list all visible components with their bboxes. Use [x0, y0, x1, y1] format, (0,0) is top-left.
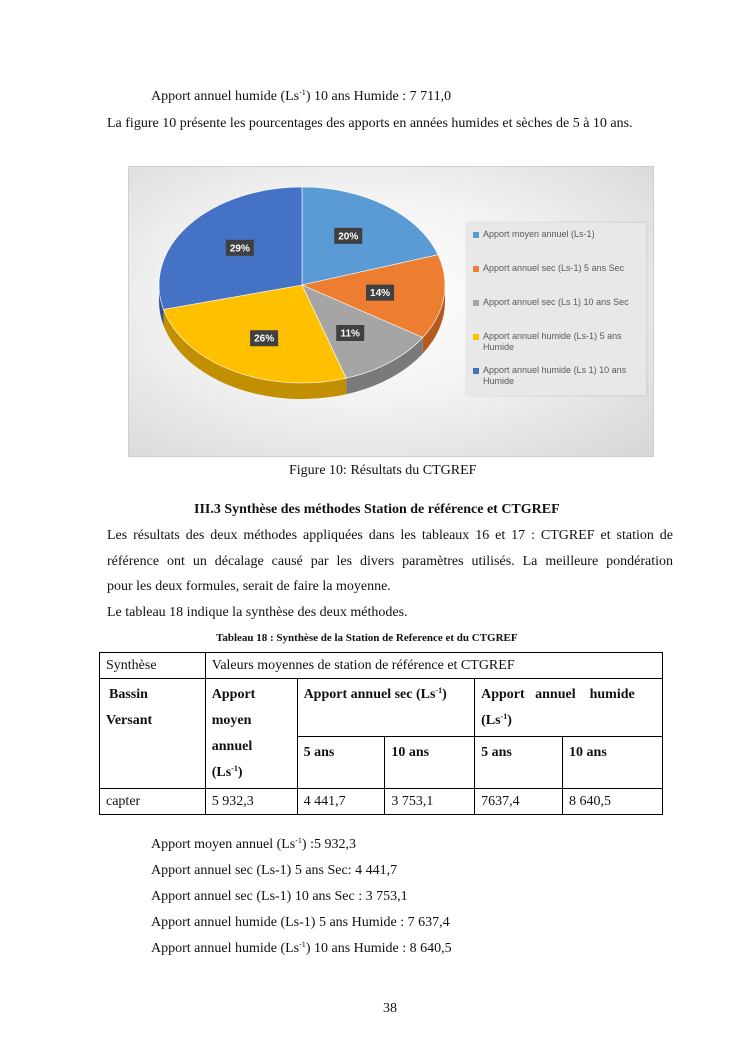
legend-label: Apport annuel sec (Ls-1) 5 ans Sec — [483, 263, 625, 273]
table-cell: 5 932,3 — [205, 789, 297, 815]
legend-label: Apport annuel humide (Ls-1) 5 ans Humide — [483, 331, 622, 352]
page-number: 38 — [383, 1001, 397, 1016]
table-cell: 5 ans — [475, 737, 563, 789]
table-caption: Tableau 18 : Synthèse de la Station de Reference et du CTGREF — [216, 632, 518, 644]
table-cell-apport-sec: Apport annuel $\sec (Ls^{-1})$ — [297, 679, 475, 737]
legend-swatch — [473, 368, 479, 374]
svg-text:26%: 26% — [254, 333, 275, 345]
table-row — [100, 789, 663, 815]
summary-line-2: Apport annuel sec (Ls-1) 5 ans Sec: 4 441,7 — [151, 863, 398, 878]
table-cell-apport-moyen: Apport moyen annuel $(Ls^{-1})$ — [205, 679, 297, 789]
summary-line-5: Apport annuel humide $(Ls^{-1})$ 10 ans Humide : 8 640,5 — [151, 940, 452, 956]
legend-label: Apport moyen annuel (Ls-1) — [483, 229, 595, 239]
table-cell: capter — [100, 789, 206, 815]
pie-data-label — [336, 325, 364, 341]
legend-item — [473, 229, 653, 240]
paragraph-line-4: Le tableau 18 indique la synthèse des deux méthodes. — [107, 604, 408, 620]
table-cell: 3 753,1 — [385, 789, 475, 815]
paragraph-line-2: référence ont un décalage causé par les divers paramètres utilisés. La meilleure pondération — [107, 553, 673, 569]
legend-item — [473, 331, 653, 353]
table-cell-bassin: Bassin Versant — [100, 679, 206, 789]
svg-text:29%: 29% — [229, 243, 250, 255]
legend-swatch — [473, 300, 479, 306]
table-cell: 10 ans — [563, 737, 663, 789]
legend-swatch — [473, 232, 479, 238]
legend-swatch — [473, 266, 479, 272]
svg-text:14%: 14% — [370, 288, 391, 300]
pie-data-label — [250, 330, 278, 346]
pie-data-label — [334, 228, 362, 244]
legend-label: Apport annuel humide (Ls 1) 10 ans Humide — [483, 365, 627, 386]
chart-legend — [467, 223, 646, 395]
summary-line-4: Apport annuel humide (Ls-1) 5 ans Humide : 7 637,4 — [151, 915, 450, 930]
figure-caption: Figure 10: Résultats du CTGREF — [289, 463, 477, 478]
synthesis-table — [99, 652, 663, 815]
table-cell: Valeurs moyennes de station de référence et CTGREF — [205, 653, 662, 679]
legend-label: Apport annuel sec (Ls 1) 10 ans Sec — [483, 297, 629, 307]
paragraph-line-1: Les résultats des deux méthodes appliquées dans les tableaux 16 et 17 : CTGREF et station de — [107, 528, 673, 543]
paragraph-line-3: pour les deux formules, serait de faire la moyenne. — [107, 579, 391, 594]
legend-item — [473, 297, 653, 308]
table-cell: 5 ans — [297, 737, 385, 789]
top-line: Apport annuel humide $(Ls^{-1})$ 10 ans Humide : 7 711,0 — [151, 88, 452, 104]
pie-chart — [128, 166, 654, 457]
svg-text:11%: 11% — [340, 328, 360, 340]
legend-item — [473, 263, 653, 274]
pie-data-label — [226, 240, 254, 256]
summary-line-1: Apport moyen annuel $(Ls^{-1})$ :5 932,3 — [151, 836, 356, 852]
table-cell: 8 640,5 — [563, 789, 663, 815]
table-row — [100, 653, 663, 679]
pie-data-label — [366, 285, 394, 301]
table-cell: Synthèse — [100, 653, 206, 679]
table-cell: 4 441,7 — [297, 789, 385, 815]
legend-swatch — [473, 334, 479, 340]
table-cell-apport-humide: Apport annuel humide $(Ls^{-1})$ — [475, 679, 663, 737]
section-heading: III.3 Synthèse des méthodes Station de référence et CTGREF — [194, 502, 560, 517]
legend-item — [473, 365, 653, 387]
table-row — [100, 679, 663, 737]
table-cell: 10 ans — [385, 737, 475, 789]
svg-text:20%: 20% — [338, 231, 359, 243]
table-cell: 7637,4 — [475, 789, 563, 815]
paragraph — [107, 523, 673, 625]
intro-sentence: La figure 10 présente les pourcentages des apports en années humides et sèches de 5 à 10 ans. — [107, 116, 633, 131]
summary-line-3: Apport annuel sec (Ls-1) 10 ans Sec : 3 753,1 — [151, 889, 408, 904]
